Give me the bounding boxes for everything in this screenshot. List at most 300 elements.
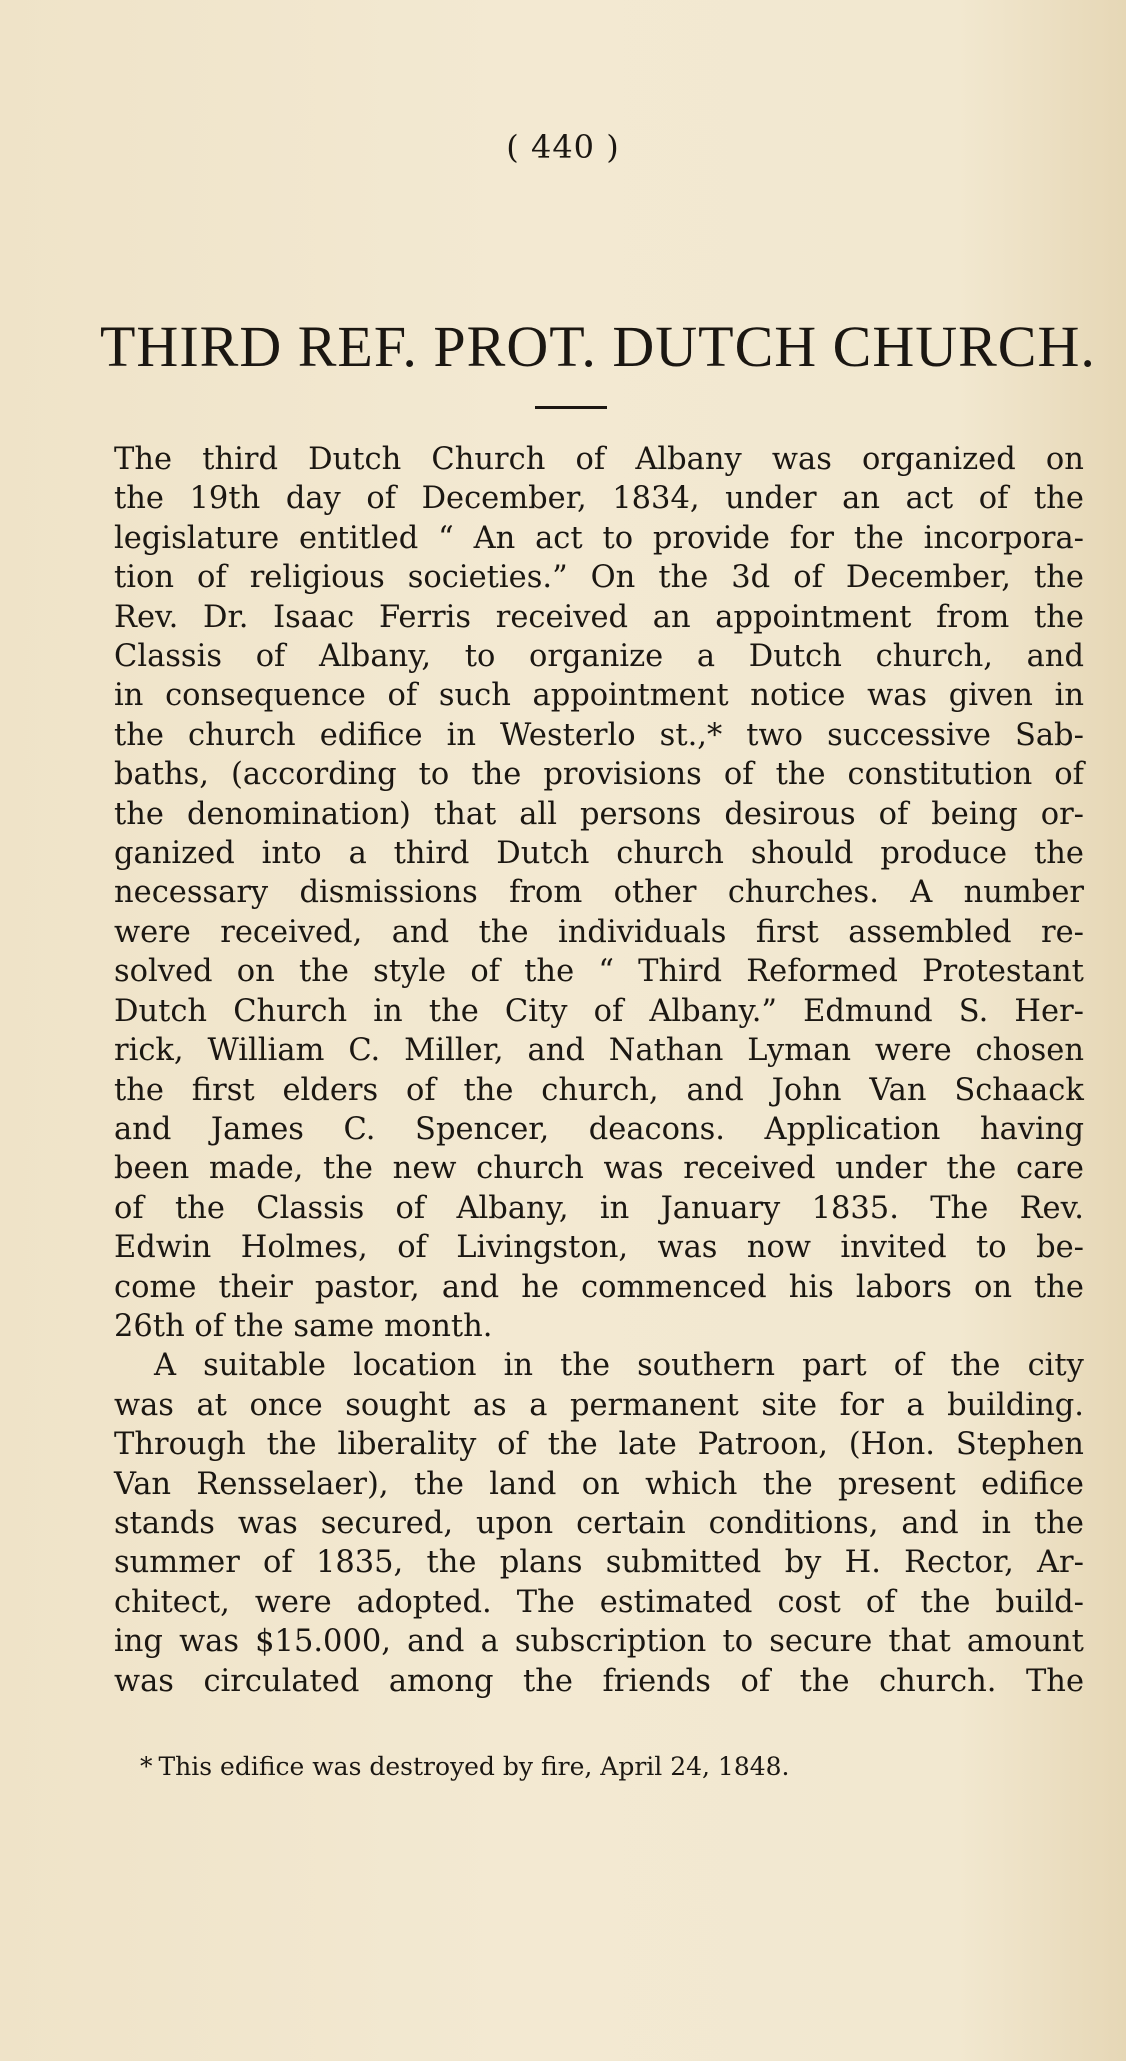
word: at — [196, 1387, 227, 1423]
word: estimated — [599, 1584, 753, 1620]
text-line — [114, 1465, 1084, 1504]
word: in — [373, 993, 403, 1029]
word: and — [441, 1269, 500, 1305]
word: 1835, — [315, 1545, 404, 1581]
word: of — [255, 639, 286, 675]
word: that — [888, 1624, 951, 1660]
text-line — [114, 1031, 1084, 1070]
page-title: THIRD REF. PROT. DUTCH CHURCH. — [100, 314, 1096, 379]
word: summer — [114, 1545, 240, 1581]
word: were — [874, 1033, 952, 1069]
word: stands — [114, 1505, 215, 1541]
word: now — [746, 1230, 811, 1266]
word: Dutch — [114, 993, 208, 1029]
word: were — [254, 1584, 332, 1620]
word: the — [920, 1584, 971, 1620]
word: of — [723, 757, 754, 793]
word: 1835. — [811, 1190, 899, 1226]
word: late — [618, 1427, 677, 1463]
word: was — [237, 1505, 298, 1541]
word: the — [658, 560, 709, 596]
word: notice — [750, 678, 846, 714]
text-line — [114, 1346, 1084, 1385]
word: necessary — [114, 875, 269, 911]
word: Spencer, — [415, 1111, 550, 1147]
word: for — [839, 1387, 884, 1423]
text-line — [114, 992, 1084, 1031]
word: first — [755, 914, 819, 950]
word: dismissions — [299, 875, 478, 911]
word: entitled — [299, 520, 419, 556]
word: same — [293, 1308, 384, 1344]
word: new — [392, 1151, 457, 1187]
word: an — [842, 481, 880, 517]
word: Albany.” — [649, 993, 777, 1029]
word: as — [472, 1387, 507, 1423]
word: Application — [764, 1111, 941, 1147]
word: the — [114, 796, 164, 832]
word: baths, — [114, 757, 209, 793]
word: permanent — [569, 1387, 739, 1423]
word: assembled — [848, 914, 1012, 950]
word: Miller, — [404, 1033, 504, 1069]
word: H. — [844, 1545, 881, 1581]
word: the — [413, 1466, 464, 1502]
word: City — [504, 993, 568, 1029]
word: that — [433, 796, 497, 832]
word: provisions — [543, 757, 702, 793]
word: church — [616, 836, 724, 872]
word: and — [407, 1624, 465, 1660]
word: was — [603, 1151, 664, 1187]
word: Dutch — [496, 836, 590, 872]
word: constitution — [847, 757, 1033, 793]
word: from — [936, 599, 1010, 635]
word: the — [323, 1151, 373, 1187]
word: the — [233, 1308, 294, 1344]
word: subscription — [514, 1624, 707, 1660]
word: edifice — [319, 717, 423, 753]
word: (according — [231, 757, 397, 793]
word: suitable — [203, 1348, 336, 1384]
text-line — [114, 440, 1084, 479]
word: of — [395, 1190, 426, 1226]
word: C. — [348, 1033, 381, 1069]
word: the — [775, 757, 826, 793]
word: plans — [499, 1545, 583, 1581]
word: build- — [995, 1584, 1084, 1620]
word: the — [1034, 1505, 1084, 1541]
word: Dutch — [748, 639, 842, 675]
word: on — [236, 954, 275, 990]
text-line — [114, 479, 1084, 518]
word: church, — [541, 1072, 659, 1108]
word: the — [853, 520, 904, 556]
word: the — [524, 954, 575, 990]
word: The — [516, 1584, 575, 1620]
word: or- — [1040, 796, 1084, 832]
text-line — [114, 1425, 1084, 1464]
word: the — [1033, 481, 1084, 517]
word: pastor, — [314, 1269, 420, 1305]
word: st.,* — [659, 717, 723, 753]
word: 26th — [114, 1308, 195, 1344]
text-line — [114, 1583, 1084, 1622]
word: received — [495, 599, 629, 635]
word: appointment — [715, 599, 912, 635]
word: Reformed — [746, 954, 898, 990]
word: number — [963, 875, 1084, 911]
text-line — [114, 1149, 1084, 1188]
word: An — [473, 520, 516, 556]
text-line — [114, 1307, 1084, 1346]
word: circulated — [203, 1663, 360, 1699]
word: southern — [637, 1348, 785, 1384]
word: of — [366, 481, 397, 517]
word: of — [194, 1308, 234, 1344]
word: certain — [576, 1505, 686, 1541]
word: of — [497, 1427, 527, 1463]
word: received — [683, 1151, 816, 1187]
word: produce — [880, 836, 1008, 872]
word: to — [464, 639, 496, 675]
text-line — [114, 1071, 1084, 1110]
word: church — [476, 1151, 584, 1187]
word: Protestant — [922, 954, 1084, 990]
word: sought — [345, 1387, 451, 1423]
word: all — [519, 796, 557, 832]
text-line — [114, 676, 1084, 715]
text-line — [114, 1543, 1084, 1582]
word: should — [750, 836, 854, 872]
text-line — [114, 637, 1084, 676]
text-line — [114, 558, 1084, 597]
word: appointment — [532, 678, 729, 714]
word: two — [746, 717, 804, 753]
word: in — [114, 678, 144, 714]
word: the — [799, 1663, 850, 1699]
word: church. — [879, 1663, 997, 1699]
word: the — [463, 1072, 514, 1108]
word: Westerlo — [500, 717, 636, 753]
word: of — [387, 678, 418, 714]
word: liberality — [337, 1427, 477, 1463]
word: third — [393, 836, 470, 872]
word: in — [503, 1348, 543, 1384]
word: the — [1033, 560, 1084, 596]
text-line — [114, 755, 1084, 794]
word: of — [878, 796, 909, 832]
text-line — [114, 1386, 1084, 1425]
word: Van — [869, 1072, 927, 1108]
footnote-text: This edifice was destroyed by fire, April 24, 1848. — [158, 1752, 790, 1781]
word: was — [179, 1624, 240, 1660]
word: the — [946, 1151, 997, 1187]
word: the — [426, 1545, 477, 1581]
text-line — [114, 1662, 1084, 1701]
word: his — [788, 1269, 834, 1305]
word: and — [686, 1072, 744, 1108]
text-line — [114, 873, 1084, 912]
word: The — [114, 442, 173, 477]
text-line — [114, 1189, 1084, 1228]
word: A — [154, 1348, 186, 1384]
text-line — [114, 1622, 1084, 1661]
word: societies.” — [407, 560, 568, 596]
word: Albany — [635, 442, 742, 477]
word: tion — [114, 560, 175, 596]
text-line — [114, 1228, 1084, 1267]
word: in — [1054, 678, 1084, 714]
word: building. — [947, 1387, 1084, 1423]
word: the — [471, 757, 522, 793]
word: On — [590, 560, 636, 596]
word: been — [114, 1151, 190, 1187]
word: present — [838, 1466, 956, 1502]
word: Ferris — [378, 599, 472, 635]
word: churches. — [727, 875, 879, 911]
word: to — [602, 520, 634, 556]
word: of — [397, 1230, 427, 1266]
word: having — [979, 1111, 1084, 1147]
word: “ — [598, 954, 614, 990]
word: of — [114, 1190, 144, 1226]
word: cost — [777, 1584, 841, 1620]
word: Through — [114, 1427, 246, 1463]
word: month. — [383, 1308, 493, 1344]
word: individuals — [558, 914, 727, 950]
word: (Hon. — [848, 1427, 935, 1463]
word: being — [931, 796, 1018, 832]
word: style — [373, 954, 447, 990]
word: Stephen — [955, 1427, 1084, 1463]
word: under — [835, 1151, 927, 1187]
word: James — [210, 1111, 304, 1147]
word: third — [202, 442, 278, 477]
word: The — [1025, 1663, 1084, 1699]
word: Ar- — [1037, 1545, 1084, 1581]
word: of — [740, 1663, 771, 1699]
word: provide — [652, 520, 770, 556]
word: successive — [827, 717, 991, 753]
word: William — [207, 1033, 325, 1069]
word: received, — [220, 914, 363, 950]
word: Third — [638, 954, 722, 990]
word: 1834, — [612, 481, 700, 517]
word: Nathan — [608, 1033, 724, 1069]
word: act — [905, 481, 954, 517]
word: such — [438, 678, 511, 714]
word: commenced — [581, 1269, 767, 1305]
word: edifice — [981, 1466, 1084, 1502]
word: of — [263, 1545, 293, 1581]
word: the — [114, 481, 164, 517]
word: their — [218, 1269, 293, 1305]
word: was — [114, 1387, 174, 1423]
word: of — [593, 993, 624, 1029]
word: were — [114, 914, 191, 950]
word: a — [696, 639, 716, 675]
word: labors — [855, 1269, 952, 1305]
word: the — [174, 1190, 225, 1226]
word: Holmes, — [240, 1230, 368, 1266]
text-line — [114, 795, 1084, 834]
footnote — [140, 1752, 790, 1781]
word: Schaack — [954, 1072, 1084, 1108]
word: the — [950, 1348, 1011, 1384]
text-line — [114, 834, 1084, 873]
word: and — [1026, 639, 1084, 675]
word: church, — [875, 639, 993, 675]
word: Dr. — [203, 599, 249, 635]
word: in — [599, 1190, 630, 1226]
text-line — [114, 1110, 1084, 1149]
word: come — [114, 1269, 197, 1305]
word: an — [652, 599, 691, 635]
word: re- — [1040, 914, 1084, 950]
word: organize — [529, 639, 664, 675]
word: Van — [114, 1466, 172, 1502]
word: the — [299, 954, 349, 990]
word: the — [560, 1348, 620, 1384]
word: land — [489, 1466, 557, 1502]
word: day — [285, 481, 341, 517]
word: was — [771, 442, 832, 477]
text-line — [114, 1268, 1084, 1307]
word: desirous — [724, 796, 856, 832]
word: location — [353, 1348, 487, 1384]
word: which — [645, 1466, 738, 1502]
word: elders — [282, 1072, 379, 1108]
text-line — [114, 598, 1084, 637]
word: the — [428, 993, 479, 1029]
word: religious — [249, 560, 385, 596]
word: given — [948, 678, 1033, 714]
word: and — [114, 1111, 172, 1147]
word: adopted. — [356, 1584, 492, 1620]
word: S. — [958, 993, 989, 1029]
page-number: ( 440 ) — [506, 128, 620, 166]
word: Rensselaer), — [196, 1466, 389, 1502]
title-divider — [535, 406, 607, 409]
word: “ — [438, 520, 454, 556]
word: ganized — [114, 836, 235, 872]
word: was — [867, 678, 928, 714]
word: solved — [114, 954, 213, 990]
word: $15.000, — [255, 1624, 391, 1660]
word: of — [575, 442, 606, 477]
word: act — [535, 520, 583, 556]
word: of — [893, 1348, 934, 1384]
text-line — [114, 913, 1084, 952]
word: Classis — [114, 639, 222, 675]
word: was — [114, 1663, 174, 1699]
text-line — [114, 952, 1084, 991]
word: other — [613, 875, 697, 911]
word: by — [784, 1545, 822, 1581]
word: denomination) — [186, 796, 411, 832]
word: and — [527, 1033, 585, 1069]
word: legislature — [114, 520, 280, 556]
word: John — [771, 1072, 842, 1108]
word: the — [266, 1427, 317, 1463]
word: of — [197, 560, 227, 596]
word: Dutch — [308, 442, 402, 477]
word: the — [547, 1427, 598, 1463]
word: the — [478, 914, 529, 950]
word: Albany, — [319, 639, 432, 675]
word: a — [480, 1624, 499, 1660]
word: a — [348, 836, 367, 872]
word: the — [114, 1072, 164, 1108]
word: C. — [343, 1111, 376, 1147]
word: and — [901, 1505, 959, 1541]
word: the — [523, 1663, 573, 1699]
word: of — [793, 560, 823, 596]
word: consequence — [165, 678, 366, 714]
word: of — [405, 1072, 436, 1108]
word: into — [261, 836, 322, 872]
word: Livingston, — [456, 1230, 629, 1266]
word: first — [191, 1072, 255, 1108]
word: a — [906, 1387, 925, 1423]
word: Classis — [256, 1190, 365, 1226]
word: be- — [1036, 1230, 1084, 1266]
word: the — [1034, 836, 1084, 872]
word: of — [865, 1584, 896, 1620]
word: chitect, — [114, 1584, 230, 1620]
word: the — [762, 1466, 813, 1502]
word: was — [657, 1230, 718, 1266]
word: Lyman — [747, 1033, 851, 1069]
word: Edwin — [114, 1230, 212, 1266]
word: Church — [431, 442, 546, 477]
word: upon — [476, 1505, 554, 1541]
word: ing — [114, 1624, 163, 1660]
word: Isaac — [273, 599, 355, 635]
word: in — [446, 717, 476, 753]
word: to — [722, 1624, 754, 1660]
word: conditions, — [708, 1505, 879, 1541]
word: 3d — [731, 560, 771, 596]
word: Rev. — [1019, 1190, 1084, 1226]
word: church — [188, 717, 296, 753]
text-line — [114, 716, 1084, 755]
word: friends — [602, 1663, 711, 1699]
word: among — [388, 1663, 494, 1699]
word: of — [470, 954, 500, 990]
word: in — [981, 1505, 1012, 1541]
word: the — [1033, 599, 1084, 635]
text-line — [114, 519, 1084, 558]
word: city — [1027, 1348, 1084, 1384]
word: Edmund — [803, 993, 933, 1029]
word: of — [1054, 757, 1084, 793]
word: a — [529, 1387, 548, 1423]
word: incorpora- — [923, 520, 1084, 556]
word: Albany, — [456, 1190, 569, 1226]
word: Rector, — [904, 1545, 1014, 1581]
word: Sab- — [1014, 717, 1084, 753]
word: made, — [208, 1151, 304, 1187]
word: to — [418, 757, 450, 793]
word: invited — [840, 1230, 947, 1266]
word: December, — [845, 560, 1011, 596]
word: submitted — [605, 1545, 762, 1581]
word: rick, — [114, 1033, 184, 1069]
word: under — [725, 481, 817, 517]
word: December, — [421, 481, 587, 517]
